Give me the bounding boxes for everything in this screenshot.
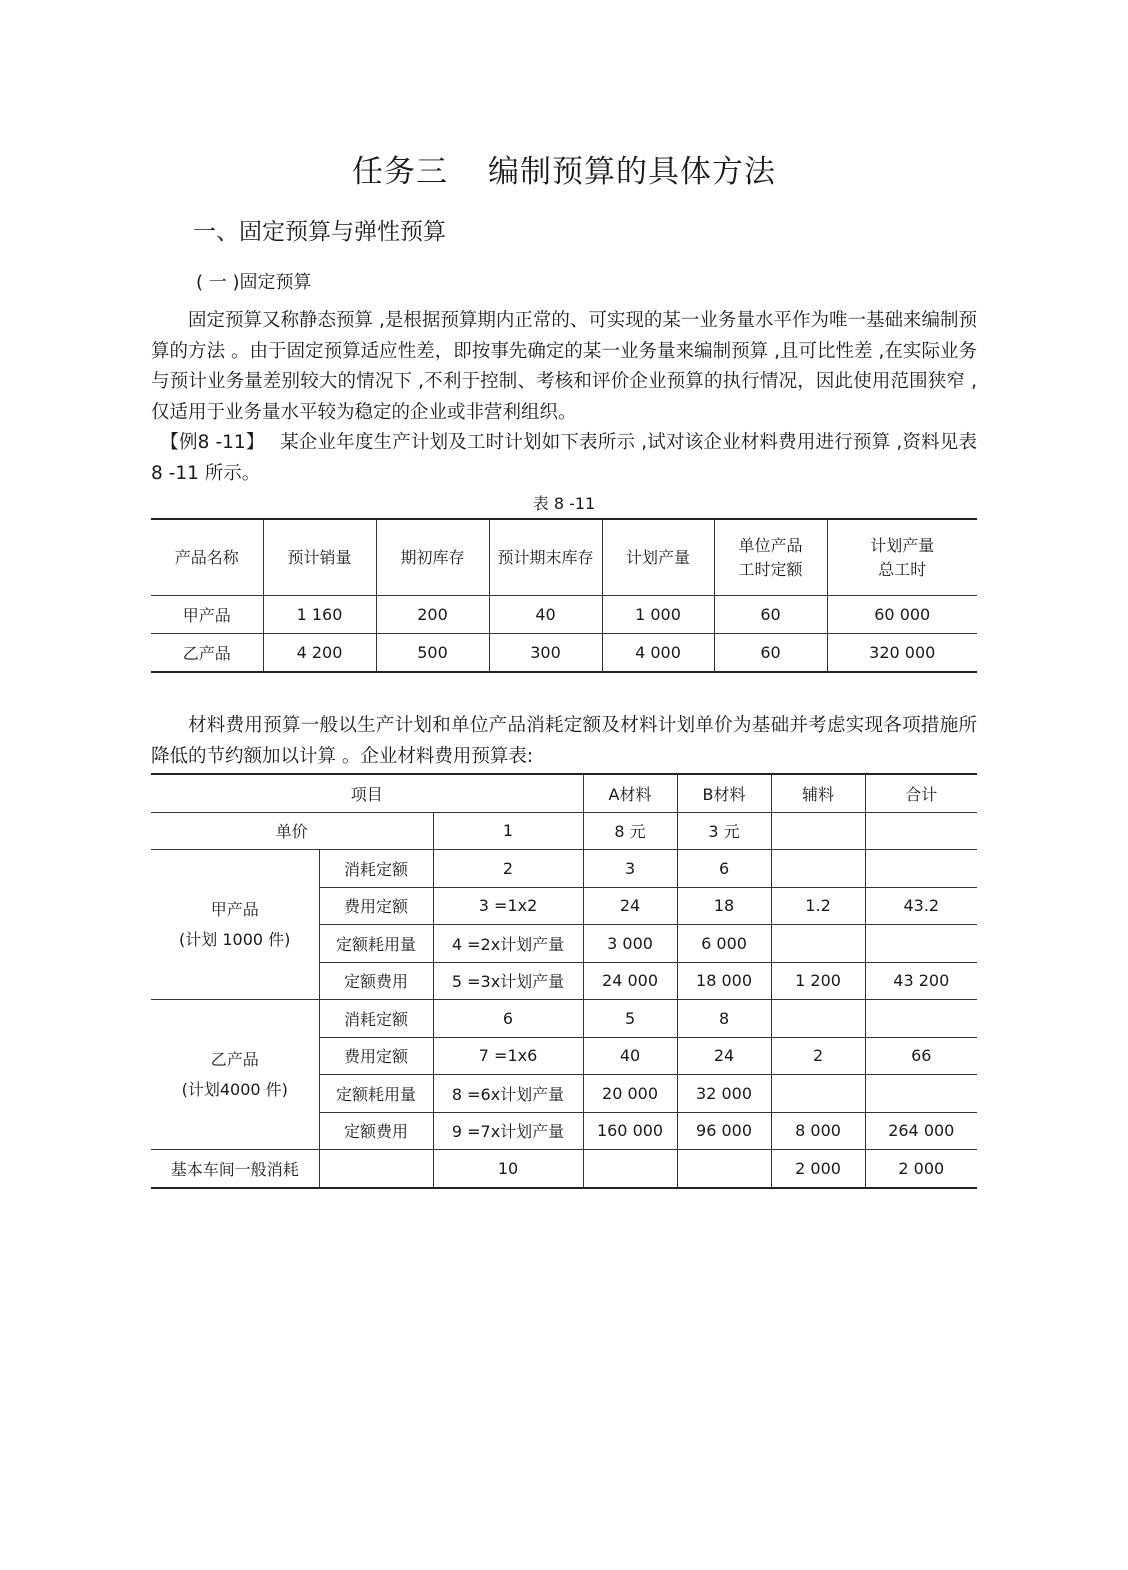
paragraph-material-budget bbox=[151, 711, 977, 772]
table1-header-cell: 计划产量 bbox=[602, 519, 714, 596]
table2-cell-aux bbox=[771, 850, 865, 888]
table1-cell: 4 000 bbox=[602, 634, 714, 673]
item-header: 项目 bbox=[151, 774, 583, 812]
table2-cell-total bbox=[865, 850, 977, 888]
workshop-total: 2 000 bbox=[865, 1150, 977, 1188]
table-caption: 表 8 -11 bbox=[532, 494, 596, 513]
table2-cell-formula: 5 =3x计划产量 bbox=[433, 962, 583, 1000]
table1-row bbox=[151, 634, 977, 673]
table2-cell-b: 24 bbox=[677, 1037, 771, 1075]
table1-cell: 320 000 bbox=[827, 634, 977, 673]
unit-price-aux bbox=[771, 812, 865, 850]
table2-cell-a: 160 000 bbox=[583, 1112, 677, 1150]
workshop-sub bbox=[319, 1150, 433, 1188]
table2-cell-total bbox=[865, 1000, 977, 1038]
unit-price-a: 8 元 bbox=[583, 812, 677, 850]
table2-cell-label: 定额费用 bbox=[319, 1112, 433, 1150]
unit-price-b: 3 元 bbox=[677, 812, 771, 850]
section-heading: 一、固定预算与弹性预算 bbox=[193, 219, 446, 245]
table1-cell: 500 bbox=[376, 634, 489, 673]
product-plan: (计划 1000 件) bbox=[179, 929, 291, 949]
table1-header-row bbox=[151, 519, 977, 596]
table2-cell-b: 96 000 bbox=[677, 1112, 771, 1150]
table2-cell-aux: 2 bbox=[771, 1037, 865, 1075]
table1-cell: 40 bbox=[489, 596, 602, 634]
product-name: 乙产品 bbox=[210, 1049, 259, 1069]
product-name: 甲产品 bbox=[210, 899, 259, 919]
table2-cell-a: 20 000 bbox=[583, 1075, 677, 1113]
workshop-a bbox=[583, 1150, 677, 1188]
table1-cell: 60 bbox=[714, 634, 827, 673]
workshop-aux: 2 000 bbox=[771, 1150, 865, 1188]
table1-cell: 甲产品 bbox=[151, 596, 263, 634]
table2-cell-b: 6 000 bbox=[677, 925, 771, 963]
product-plan: (计划4000 件) bbox=[181, 1079, 288, 1099]
table2-cell-formula: 7 =1x6 bbox=[433, 1037, 583, 1075]
table2-cell-total bbox=[865, 1075, 977, 1113]
table2-cell-formula: 9 =7x计划产量 bbox=[433, 1112, 583, 1150]
product-group-cell bbox=[151, 1000, 319, 1150]
unit-price-total bbox=[865, 812, 977, 850]
table2-cell-a: 5 bbox=[583, 1000, 677, 1038]
table2-cell-b: 18 bbox=[677, 887, 771, 925]
table2-cell-formula: 3 =1x2 bbox=[433, 887, 583, 925]
table1-cell: 60 000 bbox=[827, 596, 977, 634]
table2-cell-aux: 1.2 bbox=[771, 887, 865, 925]
paragraph-fixed-budget bbox=[151, 306, 977, 428]
table2-cell-total: 43.2 bbox=[865, 887, 977, 925]
production-plan-table bbox=[151, 518, 977, 673]
table2-cell-b: 8 bbox=[677, 1000, 771, 1038]
table2-cell-label: 定额耗用量 bbox=[319, 1075, 433, 1113]
workshop-row bbox=[151, 1150, 977, 1188]
table2-cell-a: 24 bbox=[583, 887, 677, 925]
table2-header-row bbox=[151, 774, 977, 812]
table2-cell-total: 43 200 bbox=[865, 962, 977, 1000]
table2-cell-total bbox=[865, 925, 977, 963]
table2-cell-label: 定额费用 bbox=[319, 962, 433, 1000]
table1-cell: 4 200 bbox=[263, 634, 376, 673]
table1-cell: 60 bbox=[714, 596, 827, 634]
table2-cell-aux bbox=[771, 1075, 865, 1113]
paragraph-example bbox=[151, 428, 977, 489]
table1-header-cell: 单位产品 工时定额 bbox=[714, 519, 827, 596]
unit-price-label: 单价 bbox=[151, 812, 433, 850]
table1-cell: 300 bbox=[489, 634, 602, 673]
column-header-aux: 辅料 bbox=[771, 774, 865, 812]
product-group-cell bbox=[151, 850, 319, 1000]
table2-cell-b: 32 000 bbox=[677, 1075, 771, 1113]
table1-header-cell: 预计销量 bbox=[263, 519, 376, 596]
table2-cell-aux: 8 000 bbox=[771, 1112, 865, 1150]
example-text: 【例8 -11】 某企业年度生产计划及工时计划如下表所示 ,试对该企业材料费用进行预算 ,资料见表 8 -11 所示。 bbox=[151, 432, 977, 484]
paragraph2-text: 材料费用预算一般以生产计划和单位产品消耗定额及材料计划单价为基础并考虑实现各项措施所降低的节约额加以计算 。企业材料费用预算表: bbox=[151, 715, 977, 767]
table2-cell-total: 66 bbox=[865, 1037, 977, 1075]
page-title bbox=[0, 146, 1128, 191]
subsection-heading: ( 一 )固定预算 bbox=[196, 272, 312, 293]
workshop-label: 基本车间一般消耗 bbox=[151, 1150, 319, 1188]
table2-cell-label: 费用定额 bbox=[319, 887, 433, 925]
table2-cell-b: 18 000 bbox=[677, 962, 771, 1000]
table1-cell: 乙产品 bbox=[151, 634, 263, 673]
table2-cell-a: 24 000 bbox=[583, 962, 677, 1000]
table2-cell-label: 消耗定额 bbox=[319, 850, 433, 888]
table2-cell-label: 定额耗用量 bbox=[319, 925, 433, 963]
table2-row bbox=[151, 850, 977, 888]
table2-cell-formula: 6 bbox=[433, 1000, 583, 1038]
table2-cell-label: 消耗定额 bbox=[319, 1000, 433, 1038]
material-budget-table bbox=[151, 773, 977, 1189]
paragraph-text: 固定预算又称静态预算 ,是根据预算期内正常的、可实现的某一业务量水平作为唯一基础来编制预算的方法 。由于固定预算适应性差，即按事先确定的某一业务量来编制预算 ,且可比性差 ,在实际业务与预计业务量差别较大的情况下 ,不利于控制、考核和评价企业预算的执行情况，因此使用范围狭窄 ,仅适用于业务量水平较为稳定的企业或非营利组织。 bbox=[151, 310, 977, 423]
table2-cell-formula: 4 =2x计划产量 bbox=[433, 925, 583, 963]
title-part1: 任务三 bbox=[352, 154, 448, 190]
column-header-a: A材料 bbox=[583, 774, 677, 812]
table2-cell-aux bbox=[771, 925, 865, 963]
unit-price-row bbox=[151, 812, 977, 850]
table2-row bbox=[151, 1000, 977, 1038]
column-header-b: B材料 bbox=[677, 774, 771, 812]
table1-row bbox=[151, 596, 977, 634]
workshop-formula: 10 bbox=[433, 1150, 583, 1188]
table2-cell-formula: 8 =6x计划产量 bbox=[433, 1075, 583, 1113]
table2-cell-b: 6 bbox=[677, 850, 771, 888]
workshop-b bbox=[677, 1150, 771, 1188]
table1-header-cell: 产品名称 bbox=[151, 519, 263, 596]
title-part2: 编制预算的具体方法 bbox=[488, 154, 776, 190]
table1-cell: 1 160 bbox=[263, 596, 376, 634]
table1-cell: 200 bbox=[376, 596, 489, 634]
table2-cell-label: 费用定额 bbox=[319, 1037, 433, 1075]
unit-price-formula: 1 bbox=[433, 812, 583, 850]
table2-cell-a: 40 bbox=[583, 1037, 677, 1075]
table2-cell-aux: 1 200 bbox=[771, 962, 865, 1000]
column-header-total: 合计 bbox=[865, 774, 977, 812]
table2-cell-a: 3 bbox=[583, 850, 677, 888]
table1-header-cell: 预计期末库存 bbox=[489, 519, 602, 596]
table2-cell-formula: 2 bbox=[433, 850, 583, 888]
table1-header-cell: 期初库存 bbox=[376, 519, 489, 596]
table1-header-cell: 计划产量 总工时 bbox=[827, 519, 977, 596]
table2-cell-total: 264 000 bbox=[865, 1112, 977, 1150]
table2-cell-aux bbox=[771, 1000, 865, 1038]
table1-cell: 1 000 bbox=[602, 596, 714, 634]
table2-cell-a: 3 000 bbox=[583, 925, 677, 963]
